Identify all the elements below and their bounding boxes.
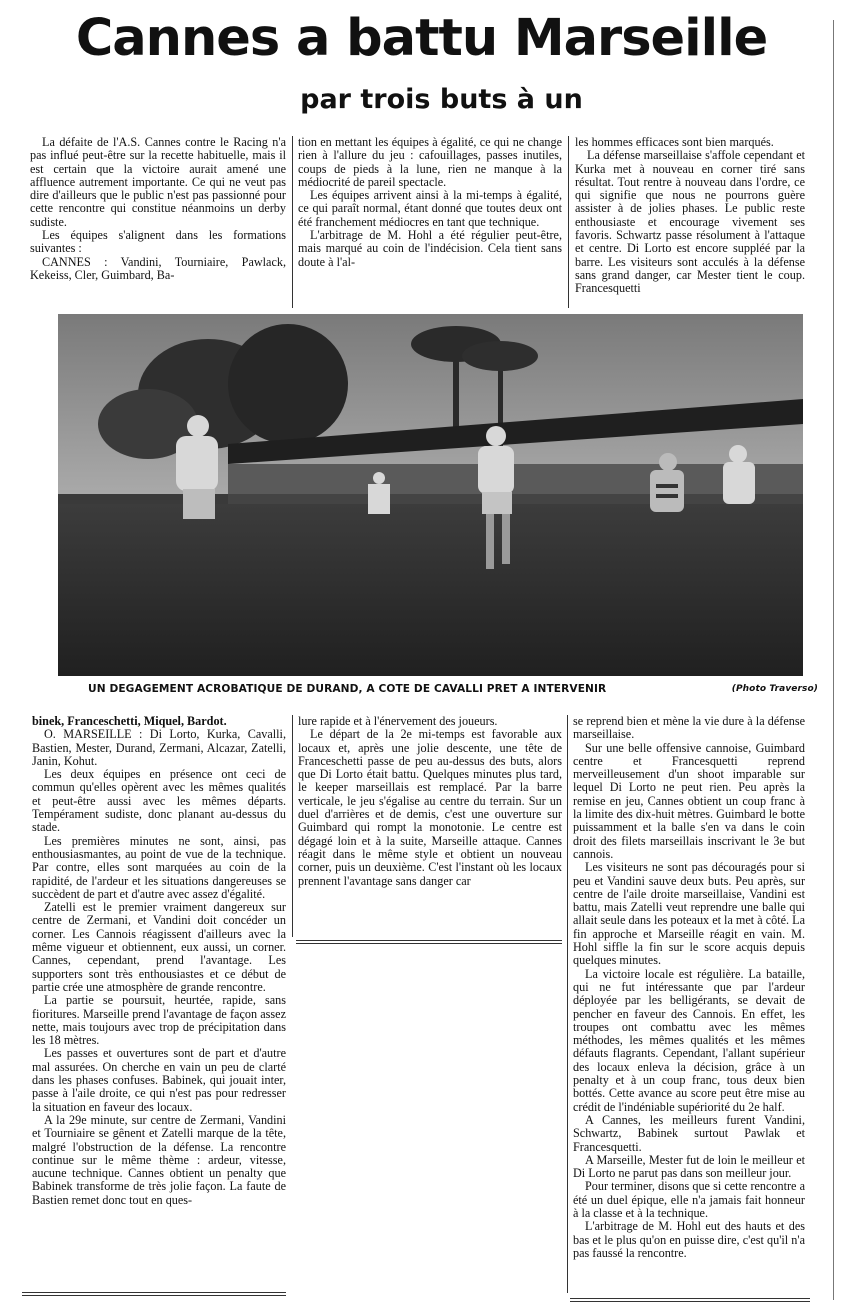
paragraph: L'arbitrage de M. Hohl eut des hauts et des bas et le plus qu'on en puisse dire, c'est qu'il n'a pas faussé la rencontre.: [573, 1219, 805, 1260]
column-end-rule: [570, 1298, 810, 1299]
article-column-top-2: [298, 136, 562, 310]
paragraph: Les deux équipes en présence ont ceci de commun qu'elles opèrent avec les mêmes qualités et peut-être aussi avec les mêmes départs. Tempérament sudiste, donc planant au-dessus du stade.: [32, 767, 286, 835]
paragraph: lure rapide et à l'énervement des joueurs.: [298, 715, 498, 728]
paragraph: A Marseille, Mester fut de loin le meilleur et Di Lorto ne parut pas dans son meilleur jour.: [573, 1152, 805, 1181]
photo-caption: [88, 683, 818, 699]
column-divider: [567, 715, 568, 1293]
paragraph: A Cannes, les meilleurs furent Vandini, Schwartz, Babinek surtout Pawlak et Francesquetti.: [573, 1112, 805, 1154]
article-column-bottom-2: [298, 715, 562, 937]
page-edge-rule: [833, 20, 834, 1300]
column-divider: [568, 136, 569, 308]
article-column-bottom-1: [32, 715, 286, 1287]
paragraph: Les visiteurs ne sont pas découragés pour si peu et Vandini sauve deux buts. Peu après, sur centre de l'aile droite marseillaise, Vandini est battu, mais Zatelli veut reprendre une balle qui allait seule dans les poteaux et la met à côté. La fin approche et Marseille réagit en vain. M. Hohl siffle la fin sur le score acquis depuis quelques minutes.: [573, 860, 805, 968]
caption-text: UN DEGAGEMENT ACROBATIQUE DE DURAND, A COTE DE CAVALLI PRET A INTERVENIR: [88, 683, 607, 695]
paragraph: Pour terminer, disons que si cette rencontre a été un duel épique, elle n'a jamais fait honneur à la classe et à la technique.: [573, 1179, 805, 1220]
match-photo: [58, 314, 803, 676]
paragraph: Zatelli est le premier vraiment dangereux sur centre de Zermani, et Vandini doit concéder un corner. Les Cannois réagissent d'ailleurs avec la même vigueur et obtiennent, eux aussi, un corner. Cannes, cependant, prend l'avantage. Les supporters sont très enthousiastes et ce début de partie crée une atmosphère de grande rencontre.: [32, 900, 286, 994]
paragraph: Le départ de la 2e mi-temps est favorable aux locaux et, après une jolie descente, une tête de Franceschetti passe de peu au-dessus des buts, alors que Di Lorto était battu. Quelques minutes plus tard, le keeper marseillais est remplacé. Par la barre verticale, le jeu s'égalise au centre du terrain. Sur un duel d'arrières et de demis, c'est une ouverture sur Guimbard qui rompt la monotonie. Le centre est dégagé loin et à la suite, Marseille attaque. Cannes réagit dans le même style et obtient un nouveau corner, puis un deuxième. C'est l'instant où les locaux prennent l'avantage sans danger car: [298, 727, 562, 888]
paragraph: Les premières minutes ne sont, ainsi, pas enthousiasmantes, au point de vue de la technique. Par contre, elles sont marquées au coin de la rapidité, de l'ardeur et les situations dangereuses se succèdent de part et d'autre avec assez d'égalité.: [32, 833, 286, 901]
paragraph: CANNES : Vandini, Tourniaire, Pawlack, Kekeiss, Cler, Guimbard, Ba-: [30, 254, 286, 282]
photo-credit: (Photo Traverso): [731, 684, 818, 694]
paragraph: Sur une belle offensive cannoise, Guimbard centre et Francesquetti reprend merveilleusement d'un shoot imparable sur lequel Di Lorto ne peut rien. Peu après la remise en jeu, Cannes obtient un coup franc à la limite des dix-huit mètres. Guimbard le botte puissamment et la balle s'en va dans le coin droit des filets marseillais inscrivant le 3e but cannois.: [573, 740, 805, 861]
paragraph: A la 29e minute, sur centre de Zermani, Vandini et Tourniaire se gênent et Zatelli marque de la tête, malgré l'obstruction de la défense. La rencontre continue sur le même thème : ardeur, vitesse, aucune technique. Cannes obtient un penalty que Babinek transforme de très jolie façon. La faute de Bastien remet donc tout en ques-: [32, 1112, 286, 1207]
paragraph: Les passes et ouvertures sont de part et d'autre mal assurées. On cherche en vain un peu de clarté dans les phases confuses. Babinek, qui jouait inter, passe à l'aile droite, ce qui n'est pas pour redresser la situation en faveur des locaux.: [32, 1046, 286, 1114]
subheadline: par trois buts à un: [300, 84, 583, 115]
paragraph: tion en mettant les équipes à égalité, ce qui ne change rien à l'allure du jeu : cafouillages, passes inutiles, coups de pieds à la lune, rien ne manque à la médiocrité de pareil spectacle.: [298, 136, 562, 189]
headline: Cannes a battu Marseille: [75, 9, 768, 68]
column-end-rule: [570, 1301, 810, 1302]
paragraph: La victoire locale est régulière. La bataille, qui ne fut intéressante que par l'ardeur déployée par les belligérants, se devait de pencher en faveur des Cannois. En effet, les troupes ont combattu avec les mêmes méthodes, les mêmes qualités et les mêmes défauts flagrants. Cependant, l'allant supérieur des locaux enleva la décision, grâce à un penalty et à un coup franc, tous deux bien bottés. Cette avance au score peut être mise au crédit de l'indéniable supériorité du 2e half.: [573, 966, 805, 1114]
paragraph: Les équipes s'alignent dans les formations suivantes :: [30, 228, 286, 256]
paragraph: L'arbitrage de M. Hohl a été régulier peut-être, mais marqué au coin de l'indécision. Cela tient sans doute à l'al-: [298, 228, 562, 269]
article-column-top-3: [575, 136, 805, 310]
paragraph: O. MARSEILLE : Di Lorto, Kurka, Cavalli, Bastien, Mester, Durand, Zermani, Alcazar, Zatelli, Janin, Kohut.: [32, 727, 286, 768]
column-end-rule: [296, 940, 562, 941]
paragraph: La partie se poursuit, heurtée, rapide, sans fioritures. Marseille prend l'avantage de façon assez nette, mais toujours avec trop de précipitation dans les 18 mètres.: [32, 993, 286, 1048]
article-column-top-1: [30, 136, 286, 310]
article-column-bottom-3: [573, 715, 805, 1290]
column-end-rule: [22, 1295, 286, 1296]
column-end-rule: [22, 1292, 286, 1293]
paragraph: La défaite de l'A.S. Cannes contre le Racing n'a pas influé peut-être sur la recette habituelle, mais il est certain que la victoire aurait amené une affluence autrement importante. Ce qui ne veut pas dire d'ailleurs que le public n'est pas passionné pour cette rencontre qui constitue néanmoins un derby sudiste.: [30, 136, 286, 229]
paragraph: binek, Franceschetti, Miquel, Bardot.: [32, 715, 227, 728]
column-divider: [292, 136, 293, 308]
column-end-rule: [296, 943, 562, 944]
paragraph: Les équipes arrivent ainsi à la mi-temps à égalité, ce qui paraît normal, étant donné que toutes deux ont été franchement médiocres en tant que technique.: [298, 188, 562, 229]
paragraph: La défense marseillaise s'affole cependant et Kurka met à nouveau en corner tiré sans résultat. Tout rentre à nouveau dans l'ordre, ce qui signifie que nous ne pourrons guère assister à de jolies phases. Le public reste enthousiaste et encourage vivement ses favoris. Schwartz passe résolument à l'attaque et centre. Di Lorto est encore suppléé par la barre. Les visiteurs sont acculés à la défense sans grand danger, car Mester tient le coup. Francesquetti: [575, 148, 805, 296]
column-divider: [292, 715, 293, 937]
paragraph: se reprend bien et mène la vie dure à la défense marseillaise.: [573, 715, 805, 742]
paragraph: les hommes efficaces sont bien marqués.: [575, 136, 774, 149]
